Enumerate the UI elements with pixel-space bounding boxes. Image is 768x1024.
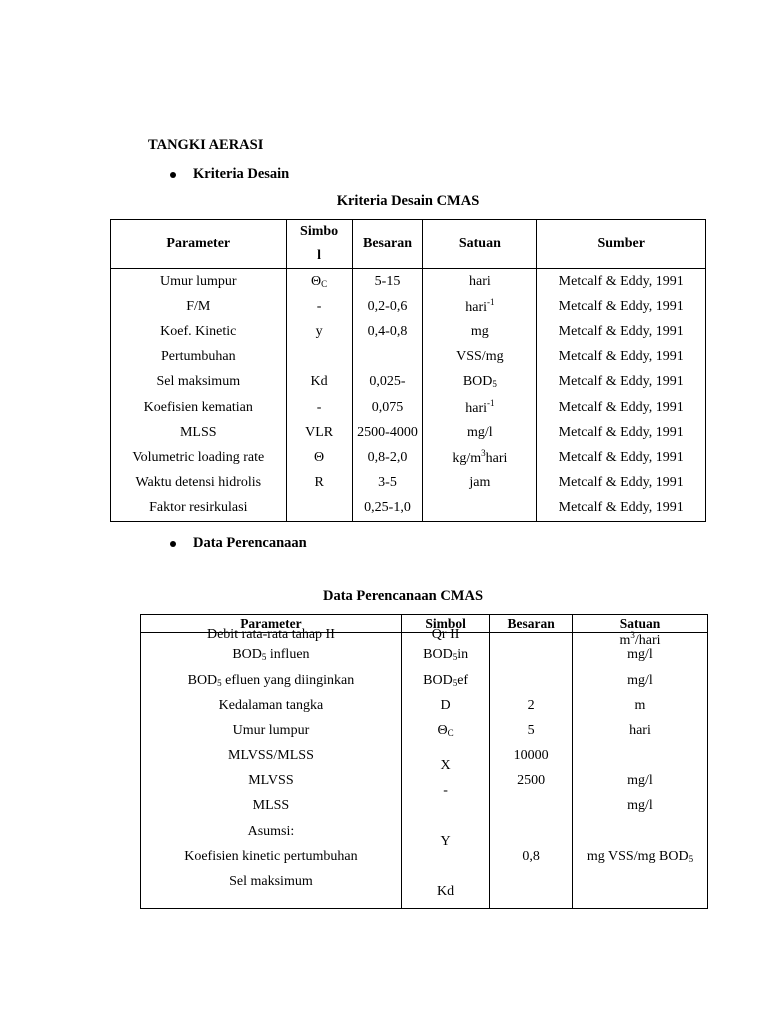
list-item: $BOD_5in$ <box>423 647 469 662</box>
cell-parameter: Waktu detensi hidrolis <box>111 471 287 496</box>
cell-satuan: hari <box>423 269 537 295</box>
table-row <box>111 345 706 370</box>
list-item: X <box>440 758 451 773</box>
section-title: TANGKI AERASI <box>148 137 264 153</box>
cell-satuan: VSS/mg <box>423 345 537 370</box>
list-item: D <box>440 698 451 713</box>
column-besaran <box>490 633 573 909</box>
list-item: - <box>443 783 448 798</box>
cell-besaran: 0,2-0,6 <box>352 294 423 319</box>
table-row <box>111 395 706 420</box>
header-simbol: Simbol <box>401 615 489 633</box>
bullet-icon <box>170 541 176 547</box>
cell-sumber: Metcalf & Eddy, 1991 <box>558 374 684 390</box>
list-item: Koefisien kinetic pertumbuhan <box>184 849 358 864</box>
list-item: Asumsi: <box>247 824 295 839</box>
cell-sumber: Metcalf & Eddy, 1991 <box>558 273 684 289</box>
cell-satuan: $kg/m^3hari$ <box>423 445 537 470</box>
table-row <box>111 445 706 470</box>
list-item: mg/l <box>627 673 653 688</box>
cell-parameter: Sel maksimum <box>111 370 287 395</box>
table2-caption: Data Perencanaan CMAS <box>322 588 484 604</box>
table-row <box>111 269 706 295</box>
cell-simbol: - <box>286 294 352 319</box>
list-item: Kd <box>437 884 455 899</box>
cell-besaran: 0,075 <box>352 395 423 420</box>
cell-besaran: 3-5 <box>352 471 423 496</box>
table-header-row <box>111 220 706 269</box>
list-item: $BOD_5$ influen <box>232 647 310 662</box>
cell-simbol: VLR <box>286 420 352 445</box>
list-item: 0,8 <box>522 849 540 864</box>
cell-besaran: 0,4-0,8 <box>352 319 423 344</box>
cell-sumber: Metcalf & Eddy, 1991 <box>558 424 684 440</box>
cell-besaran: 0,025- <box>352 370 423 395</box>
list-item: 2500 <box>517 773 546 788</box>
cell-simbol <box>286 345 352 370</box>
list-item: mg VSS/mg $BOD_5$ <box>586 849 694 864</box>
cell-besaran <box>352 345 423 370</box>
bullet-icon <box>170 172 176 178</box>
cell-satuan: hari$^{-1}$ <box>423 294 537 319</box>
cell-satuan <box>423 496 537 522</box>
list-item: Umur lumpur <box>232 723 310 738</box>
list-item: 5 <box>527 723 535 738</box>
bullet-label: Data Perencanaan <box>193 535 307 551</box>
list-item: m <box>634 698 646 713</box>
list-item: hari <box>629 723 651 738</box>
table-row <box>111 496 706 522</box>
bullet-label: Kriteria Desain <box>193 166 290 182</box>
cell-satuan: mg/l <box>423 420 537 445</box>
list-item: Kedalaman tangka <box>218 698 324 713</box>
criteria-table <box>110 219 706 522</box>
list-item: Debit rata-rata tahap II <box>206 627 335 642</box>
list-item: 10000 <box>513 748 549 763</box>
cell-parameter: MLSS <box>111 420 287 445</box>
cell-besaran: 5-15 <box>352 269 423 295</box>
header-besaran: Besaran <box>352 220 423 269</box>
column-satuan <box>572 630 707 909</box>
list-item: Y <box>440 834 451 849</box>
list-item: MLVSS <box>248 773 294 788</box>
cell-simbol <box>286 496 352 522</box>
table-row <box>111 420 706 445</box>
header-satuan: Satuan <box>423 220 537 269</box>
list-item: mg/l <box>627 798 653 813</box>
cell-sumber: Metcalf & Eddy, 1991 <box>558 500 684 516</box>
list-item: mg/l <box>627 773 653 788</box>
cell-besaran: 2500-4000 <box>352 420 423 445</box>
bullet-data-perencanaan <box>170 535 307 552</box>
header-sumber: Sumber <box>537 220 706 269</box>
cell-satuan: hari$^{-1}$ <box>423 395 537 420</box>
cell-simbol: Kd <box>286 370 352 395</box>
cell-parameter: Pertumbuhan <box>111 345 287 370</box>
cell-sumber: Metcalf & Eddy, 1991 <box>558 449 684 465</box>
cell-satuan: $BOD_5$ <box>423 370 537 395</box>
list-item: mg/l <box>627 647 653 662</box>
list-item: 2 <box>527 698 535 713</box>
list-item: Qr II <box>431 627 460 642</box>
cell-simbol: - <box>286 395 352 420</box>
cell-parameter: Umur lumpur <box>111 269 287 295</box>
list-item: $BOD_5$ efluen yang diinginkan <box>187 673 355 688</box>
table-row <box>111 370 706 395</box>
list-item: $BOD_5ef$ <box>423 673 469 688</box>
table-row <box>111 471 706 496</box>
cell-sumber: Metcalf & Eddy, 1991 <box>558 349 684 365</box>
column-parameter <box>141 627 402 909</box>
cell-satuan: jam <box>423 471 537 496</box>
cell-sumber: Metcalf & Eddy, 1991 <box>558 475 684 491</box>
planning-data-table <box>140 614 708 909</box>
cell-besaran: 0,25-1,0 <box>352 496 423 522</box>
cell-parameter: Koef. Kinetic <box>111 319 287 344</box>
list-item: $m^3$/hari <box>619 630 661 648</box>
header-simbol: Simbo l <box>286 220 352 269</box>
column-simbol <box>401 627 489 909</box>
list-item: MLVSS/MLSS <box>228 748 314 763</box>
cell-simbol: R <box>286 471 352 496</box>
cell-parameter: Volumetric loading rate <box>111 445 287 470</box>
cell-besaran: 0,8-2,0 <box>352 445 423 470</box>
header-parameter: Parameter <box>111 220 287 269</box>
list-item: MLSS <box>252 798 290 813</box>
cell-parameter: F/M <box>111 294 287 319</box>
cell-sumber: Metcalf & Eddy, 1991 <box>558 323 684 339</box>
table-row <box>111 319 706 344</box>
list-item: Sel maksimum <box>229 874 313 889</box>
table-body-row <box>141 633 708 909</box>
cell-parameter: Faktor resirkulasi <box>111 496 287 522</box>
cell-simbol: Θ <box>286 445 352 470</box>
table-row <box>111 294 706 319</box>
table1-caption: Kriteria Desain CMAS <box>336 193 480 209</box>
list-item: $\Theta_C$ <box>437 723 454 738</box>
cell-sumber: Metcalf & Eddy, 1991 <box>558 298 684 314</box>
cell-satuan: mg <box>423 319 537 344</box>
cell-sumber: Metcalf & Eddy, 1991 <box>558 399 684 415</box>
header-satuan: Satuan <box>572 615 707 633</box>
bullet-kriteria-desain <box>170 166 289 183</box>
header-besaran: Besaran <box>490 615 573 633</box>
cell-parameter: Koefisien kematian <box>111 395 287 420</box>
cell-simbol: $\Theta_C$ <box>286 269 352 295</box>
cell-simbol: y <box>286 319 352 344</box>
header-parameter: Parameter <box>141 615 402 633</box>
